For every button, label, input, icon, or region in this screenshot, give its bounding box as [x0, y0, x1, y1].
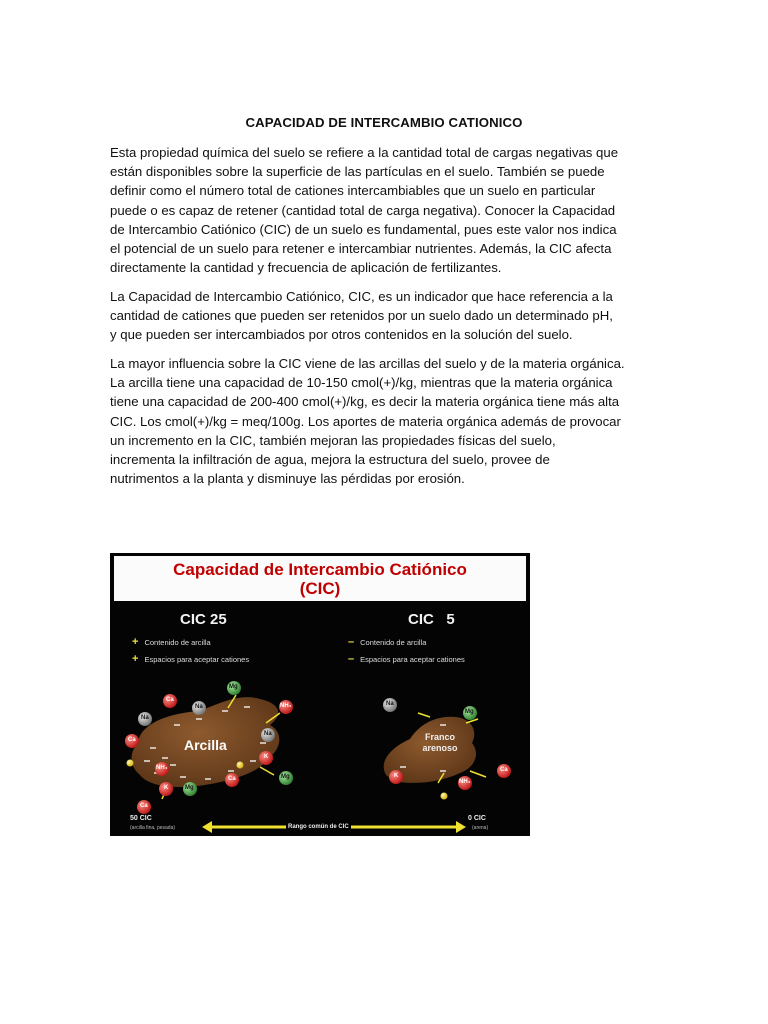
text-line: un incremento en la CIC, también mejoran las propiedades físicas del suelo, [110, 432, 556, 448]
document-title: CAPACIDAD DE INTERCAMBIO CATIONICO [245, 115, 523, 130]
ion-label-na: Na [264, 731, 272, 737]
right-legend-row [348, 636, 426, 648]
right-legend-row [348, 653, 465, 665]
scale-left-value: 50 CIC [130, 815, 152, 822]
ion-label-nh4: NH₄ [459, 779, 471, 785]
legend-text: Contenido de arcilla [360, 638, 427, 647]
text-line: y que pueden ser intercambiados por otros contenidos en la solución del suelo. [110, 327, 573, 343]
ion-label-ca: Ca [128, 737, 136, 743]
left-legend-row [132, 653, 249, 665]
ion-label-k: K [394, 773, 399, 779]
scale-middle-label: Rango común de CIC [288, 824, 349, 830]
ion-label-mg: Mg [185, 785, 194, 791]
text-line: el potencial de un suelo para retener e intercambiar nutrientes. Además, la CIC afecta [110, 241, 612, 257]
paragraph-2 [110, 287, 655, 345]
ion-label-nh4: NH₄ [280, 703, 292, 709]
ion-label-na: Na [386, 701, 394, 707]
legend-text: Espacios para aceptar cationes [360, 655, 465, 664]
figure-illustration [110, 553, 530, 836]
text-line: La mayor influencia sobre la CIC viene de las arcillas del suelo y de la materia orgánica. [110, 356, 625, 371]
sandy-loam-label [410, 732, 470, 754]
figure-subtitle: (CIC) [299, 579, 341, 598]
right-panel-heading: CIC 5 [408, 611, 455, 628]
h-ion [127, 760, 134, 767]
ion-label-nh4: NH₄ [156, 765, 168, 771]
paragraph-1 [110, 143, 655, 277]
text-line: Esta propiedad química del suelo se refiere a la cantidad total de cargas negativas que [110, 145, 619, 160]
paragraph-3 [110, 354, 655, 488]
legend-text: Espacios para aceptar cationes [144, 655, 250, 664]
scale-right-sub: (arena) [472, 825, 489, 831]
plus-icon: + [132, 653, 139, 665]
text-line: tiene una capacidad de 200-400 cmol(+)/kg, es decir la materia orgánica tiene más alta [110, 394, 620, 410]
text-line: directamente la cantidad y frecuencia de aplicación de fertilizantes. [110, 260, 502, 276]
ion-label-ca: Ca [166, 697, 174, 703]
ion-label-na: Na [195, 704, 203, 710]
minus-icon: – [348, 636, 355, 648]
ion-label-ca: Ca [500, 767, 508, 773]
text-line: incrementa la infiltración de agua, mejora la estructura del suelo, provee de [110, 452, 550, 468]
ion-label-na: Na [141, 715, 149, 721]
plus-icon: + [132, 636, 139, 648]
ion-label-k: K [264, 754, 269, 760]
sandy-loam-label-line2: arenoso [422, 743, 458, 753]
text-line: definir como el número total de cationes intercambiables que un suelo en particular [110, 183, 596, 199]
text-line: puede o es capaz de retener (cantidad total de carga negativa). Conocer la Capacidad [110, 202, 616, 218]
minus-icon: – [348, 653, 355, 665]
scale-right-value: 0 CIC [468, 815, 486, 822]
legend-text: Contenido de arcilla [144, 638, 211, 647]
text-line: CIC. Los cmol(+)/kg = meq/100g. Los aportes de materia orgánica además de provocar [110, 413, 621, 429]
left-panel-heading: CIC 25 [180, 611, 227, 628]
scale-left-sub: (arcilla fina, pesada) [130, 825, 176, 831]
ion-label-k: K [164, 785, 169, 791]
h-ion [237, 762, 244, 769]
sandy-loam-label-line1: Franco [424, 732, 455, 742]
text-line: La arcilla tiene una capacidad de 10-150 cmol(+)/kg, mientras que la materia orgánica [110, 375, 613, 391]
ion-label-ca: Ca [140, 803, 148, 809]
text-line: La Capacidad de Intercambio Catiónico, CIC, es un indicador que hace referencia a la [110, 289, 613, 304]
cic-figure [110, 553, 530, 836]
clay-label: Arcilla [184, 737, 227, 753]
text-line: de Intercambio Catiónico (CIC) de un suelo es fundamental, pues este valor nos indica [110, 221, 617, 237]
ion-label-ca: Ca [228, 776, 236, 782]
left-legend-row [132, 636, 211, 648]
text-line: cantidad de cationes que pueden ser retenidos por un suelo dado un determinado pH, [110, 308, 613, 324]
h-ion [441, 793, 448, 800]
ion-label-mg: Mg [281, 774, 290, 780]
text-line: están disponibles sobre la superficie de las partículas en el suelo. También se puede [110, 164, 605, 180]
ion-label-mg: Mg [229, 684, 238, 690]
figure-title: Capacidad de Intercambio Catiónico [173, 560, 467, 579]
ion-label-mg: Mg [465, 709, 474, 715]
text-line: nutrimentos a la planta y disminuye las pérdidas por erosión. [110, 471, 465, 487]
